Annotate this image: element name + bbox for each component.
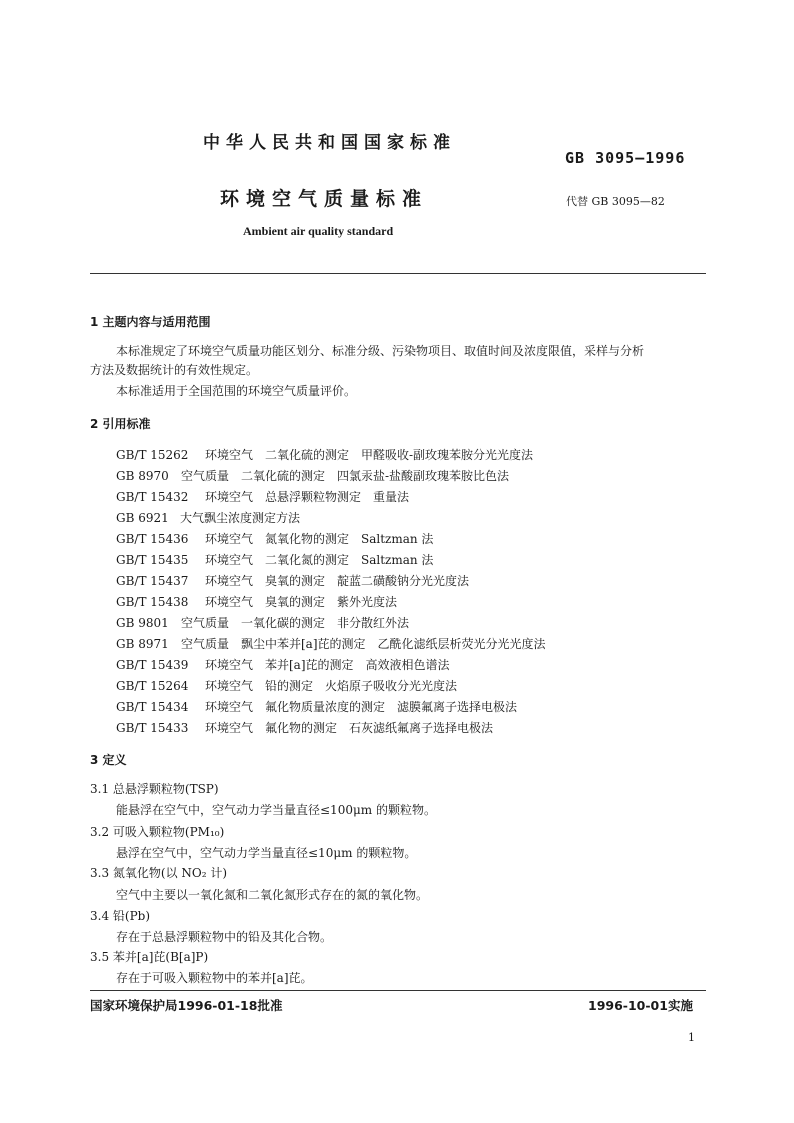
reference-code: GB/T 15433 xyxy=(116,721,189,735)
reference-text: 环境空气 氟化物的测定 石灰滤纸氟离子选择电极法 xyxy=(205,721,494,735)
definition-3-1-title: 3.1 总悬浮颗粒物(TSP) xyxy=(90,782,219,796)
definition-3-1-body: 能悬浮在空气中，空气动力学当量直径≤100μm 的颗粒物。 xyxy=(116,803,436,817)
definition-3-5-body: 存在于可吸入颗粒物中的苯并[a]芘。 xyxy=(116,971,313,985)
section-1-heading: 1 主题内容与适用范围 xyxy=(90,315,211,329)
reference-item xyxy=(116,635,546,652)
reference-code: GB/T 15437 xyxy=(116,574,189,588)
reference-text: 环境空气 二氧化氮的测定 Saltzman 法 xyxy=(205,553,434,567)
reference-text: 环境空气 臭氧的测定 靛蓝二磺酸钠分光光度法 xyxy=(205,574,470,588)
section-2-heading: 2 引用标准 xyxy=(90,417,151,431)
reference-text: 环境空气 氟化物质量浓度的测定 滤膜氟离子选择电极法 xyxy=(205,700,518,714)
standard-code: GB 3095—1996 xyxy=(565,149,686,167)
section-1-para2: 本标准适用于全国范围的环境空气质量评价。 xyxy=(116,384,357,398)
reference-code: GB/T 15435 xyxy=(116,553,189,567)
reference-text: 空气质量 二氧化硫的测定 四氯汞盐-盐酸副玫瑰苯胺比色法 xyxy=(181,469,510,483)
reference-item xyxy=(116,446,533,463)
reference-text: 大气飘尘浓度测定方法 xyxy=(180,511,301,525)
reference-item xyxy=(116,530,433,547)
reference-item xyxy=(116,698,517,715)
reference-item xyxy=(116,656,450,673)
reference-item xyxy=(116,551,433,568)
reference-code: GB/T 15436 xyxy=(116,532,189,546)
definition-3-3-body: 空气中主要以一氧化氮和二氧化氮形式存在的氮的氧化物。 xyxy=(116,888,429,902)
reference-code: GB 9801 xyxy=(116,616,169,630)
reference-item xyxy=(116,572,469,589)
effective-date: 1996-10-01实施 xyxy=(588,998,693,1013)
reference-code: GB/T 15264 xyxy=(116,679,189,693)
footer-divider xyxy=(90,990,706,991)
definition-3-2-body: 悬浮在空气中，空气动力学当量直径≤10μm 的颗粒物。 xyxy=(116,846,417,860)
reference-code: GB 8970 xyxy=(116,469,169,483)
document-title: 环境空气质量标准 xyxy=(220,188,429,210)
reference-item xyxy=(116,614,409,631)
reference-item xyxy=(116,467,509,484)
reference-item xyxy=(116,488,409,505)
reference-code: GB/T 15432 xyxy=(116,490,189,504)
approval-note: 国家环境保护局1996-01-18批准 xyxy=(90,998,283,1013)
reference-code: GB/T 15438 xyxy=(116,595,189,609)
reference-text: 空气质量 一氧化碳的测定 非分散红外法 xyxy=(181,616,410,630)
definition-3-4-title: 3.4 铅(Pb) xyxy=(90,909,151,923)
section-1-para1-line2: 方法及数据统计的有效性规定。 xyxy=(90,363,259,377)
section-3-heading: 3 定义 xyxy=(90,753,127,767)
section-1-para1-line1: 本标准规定了环境空气质量功能区划分、标准分级、污染物项目、取值时间及浓度限值，采样与分析 xyxy=(116,344,645,358)
definition-3-4-body: 存在于总悬浮颗粒物中的铅及其化合物。 xyxy=(116,930,333,944)
reference-text: 环境空气 铅的测定 火焰原子吸收分光光度法 xyxy=(205,679,458,693)
reference-item xyxy=(116,509,300,526)
reference-text: 环境空气 臭氧的测定 紫外光度法 xyxy=(205,595,398,609)
reference-code: GB 6921 xyxy=(116,511,169,525)
reference-item xyxy=(116,677,457,694)
national-standard-heading: 中华人民共和国国家标准 xyxy=(203,133,456,153)
reference-code: GB/T 15262 xyxy=(116,448,189,462)
replaces-note: 代替 GB 3095—82 xyxy=(566,195,665,208)
header-divider xyxy=(90,273,706,274)
reference-code: GB/T 15439 xyxy=(116,658,189,672)
reference-item xyxy=(116,719,493,736)
page-number: 1 xyxy=(688,1031,695,1044)
reference-text: 环境空气 二氧化硫的测定 甲醛吸收-副玫瑰苯胺分光光度法 xyxy=(205,448,534,462)
reference-code: GB/T 15434 xyxy=(116,700,189,714)
reference-code: GB 8971 xyxy=(116,637,169,651)
definition-3-5-title: 3.5 苯并[a]芘(B[a]P) xyxy=(90,950,209,964)
english-title: Ambient air quality standard xyxy=(243,224,394,238)
reference-text: 环境空气 氮氧化物的测定 Saltzman 法 xyxy=(205,532,434,546)
definition-3-3-title: 3.3 氮氧化物(以 NO₂ 计) xyxy=(90,866,228,880)
definition-3-2-title: 3.2 可吸入颗粒物(PM₁₀) xyxy=(90,825,225,839)
reference-text: 环境空气 总悬浮颗粒物测定 重量法 xyxy=(205,490,410,504)
reference-text: 空气质量 飘尘中苯并[a]芘的测定 乙酰化滤纸层析荧光分光光度法 xyxy=(181,637,546,651)
reference-item xyxy=(116,593,397,610)
reference-text: 环境空气 苯并[a]芘的测定 高效液相色谱法 xyxy=(205,658,450,672)
